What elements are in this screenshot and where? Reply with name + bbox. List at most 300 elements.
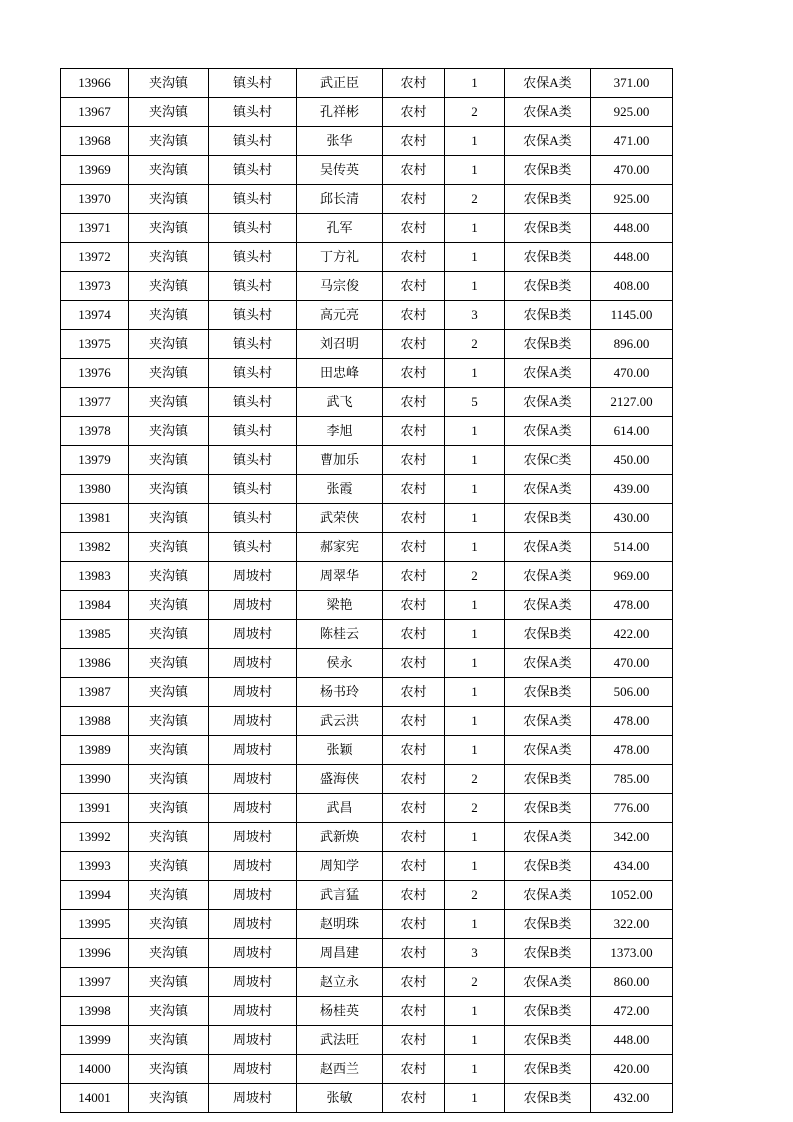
cell-id: 13974: [61, 301, 129, 330]
cell-household_type: 农村: [383, 359, 445, 388]
cell-category: 农保B类: [505, 939, 591, 968]
cell-category: 农保B类: [505, 1084, 591, 1113]
cell-category: 农保A类: [505, 823, 591, 852]
cell-village: 镇头村: [209, 388, 297, 417]
cell-name: 武昌: [297, 794, 383, 823]
cell-name: 田忠峰: [297, 359, 383, 388]
cell-town: 夹沟镇: [129, 417, 209, 446]
cell-persons: 2: [445, 185, 505, 214]
cell-id: 13986: [61, 649, 129, 678]
cell-persons: 2: [445, 98, 505, 127]
cell-category: 农保B类: [505, 504, 591, 533]
cell-village: 镇头村: [209, 185, 297, 214]
cell-name: 吴传英: [297, 156, 383, 185]
cell-household_type: 农村: [383, 997, 445, 1026]
table-row: [61, 678, 673, 707]
cell-household_type: 农村: [383, 533, 445, 562]
cell-name: 赵立永: [297, 968, 383, 997]
cell-id: 13992: [61, 823, 129, 852]
cell-name: 刘召明: [297, 330, 383, 359]
cell-amount: 776.00: [591, 794, 673, 823]
cell-amount: 448.00: [591, 214, 673, 243]
cell-town: 夹沟镇: [129, 997, 209, 1026]
cell-persons: 1: [445, 417, 505, 446]
cell-name: 梁艳: [297, 591, 383, 620]
cell-town: 夹沟镇: [129, 1084, 209, 1113]
cell-town: 夹沟镇: [129, 591, 209, 620]
cell-category: 农保B类: [505, 301, 591, 330]
cell-name: 丁方礼: [297, 243, 383, 272]
cell-village: 周坡村: [209, 591, 297, 620]
cell-amount: 2127.00: [591, 388, 673, 417]
cell-id: 14000: [61, 1055, 129, 1084]
cell-village: 周坡村: [209, 968, 297, 997]
cell-amount: 430.00: [591, 504, 673, 533]
cell-category: 农保B类: [505, 794, 591, 823]
cell-name: 郝家宪: [297, 533, 383, 562]
table-row: [61, 533, 673, 562]
table-row: [61, 504, 673, 533]
cell-id: 13975: [61, 330, 129, 359]
cell-town: 夹沟镇: [129, 214, 209, 243]
table-row: [61, 562, 673, 591]
cell-name: 武荣侠: [297, 504, 383, 533]
cell-name: 陈桂云: [297, 620, 383, 649]
cell-name: 张霞: [297, 475, 383, 504]
cell-id: 13991: [61, 794, 129, 823]
cell-town: 夹沟镇: [129, 823, 209, 852]
cell-persons: 1: [445, 475, 505, 504]
cell-category: 农保A类: [505, 98, 591, 127]
cell-id: 13990: [61, 765, 129, 794]
cell-persons: 1: [445, 446, 505, 475]
cell-village: 镇头村: [209, 272, 297, 301]
cell-id: 13988: [61, 707, 129, 736]
cell-amount: 785.00: [591, 765, 673, 794]
cell-village: 镇头村: [209, 446, 297, 475]
table-row: [61, 243, 673, 272]
cell-village: 镇头村: [209, 417, 297, 446]
cell-category: 农保B类: [505, 214, 591, 243]
cell-household_type: 农村: [383, 475, 445, 504]
table-row: [61, 910, 673, 939]
table-row: [61, 620, 673, 649]
cell-town: 夹沟镇: [129, 359, 209, 388]
cell-town: 夹沟镇: [129, 1055, 209, 1084]
cell-village: 周坡村: [209, 1084, 297, 1113]
table-row: [61, 272, 673, 301]
cell-persons: 1: [445, 678, 505, 707]
cell-name: 武正臣: [297, 69, 383, 98]
cell-village: 镇头村: [209, 533, 297, 562]
cell-household_type: 农村: [383, 388, 445, 417]
cell-amount: 439.00: [591, 475, 673, 504]
cell-town: 夹沟镇: [129, 98, 209, 127]
cell-household_type: 农村: [383, 620, 445, 649]
cell-persons: 1: [445, 533, 505, 562]
table-row: [61, 968, 673, 997]
cell-name: 周知学: [297, 852, 383, 881]
cell-name: 武新焕: [297, 823, 383, 852]
cell-household_type: 农村: [383, 1026, 445, 1055]
cell-amount: 478.00: [591, 707, 673, 736]
cell-name: 周翠华: [297, 562, 383, 591]
cell-town: 夹沟镇: [129, 504, 209, 533]
cell-persons: 1: [445, 69, 505, 98]
cell-category: 农保B类: [505, 330, 591, 359]
cell-category: 农保A类: [505, 533, 591, 562]
cell-household_type: 农村: [383, 823, 445, 852]
cell-village: 周坡村: [209, 678, 297, 707]
cell-persons: 1: [445, 852, 505, 881]
cell-household_type: 农村: [383, 243, 445, 272]
cell-amount: 614.00: [591, 417, 673, 446]
cell-category: 农保B类: [505, 243, 591, 272]
cell-town: 夹沟镇: [129, 910, 209, 939]
table-row: [61, 417, 673, 446]
cell-id: 13976: [61, 359, 129, 388]
cell-amount: 514.00: [591, 533, 673, 562]
cell-household_type: 农村: [383, 736, 445, 765]
cell-town: 夹沟镇: [129, 301, 209, 330]
cell-persons: 1: [445, 1084, 505, 1113]
cell-village: 镇头村: [209, 69, 297, 98]
cell-category: 农保C类: [505, 446, 591, 475]
cell-id: 13999: [61, 1026, 129, 1055]
table-row: [61, 1084, 673, 1113]
cell-persons: 1: [445, 214, 505, 243]
cell-town: 夹沟镇: [129, 1026, 209, 1055]
table-row: [61, 388, 673, 417]
cell-household_type: 农村: [383, 185, 445, 214]
cell-amount: 1052.00: [591, 881, 673, 910]
cell-name: 马宗俊: [297, 272, 383, 301]
cell-town: 夹沟镇: [129, 794, 209, 823]
table-row: [61, 127, 673, 156]
cell-category: 农保A类: [505, 388, 591, 417]
cell-household_type: 农村: [383, 678, 445, 707]
cell-id: 13985: [61, 620, 129, 649]
cell-town: 夹沟镇: [129, 678, 209, 707]
table-row: [61, 69, 673, 98]
cell-name: 武法旺: [297, 1026, 383, 1055]
cell-id: 13998: [61, 997, 129, 1026]
cell-category: 农保B类: [505, 765, 591, 794]
cell-village: 周坡村: [209, 1026, 297, 1055]
cell-name: 武言猛: [297, 881, 383, 910]
table-row: [61, 736, 673, 765]
cell-id: 13980: [61, 475, 129, 504]
cell-name: 曹加乐: [297, 446, 383, 475]
cell-amount: 925.00: [591, 98, 673, 127]
cell-name: 孔祥彬: [297, 98, 383, 127]
cell-category: 农保A类: [505, 968, 591, 997]
cell-category: 农保A类: [505, 69, 591, 98]
table-row: [61, 1055, 673, 1084]
cell-village: 周坡村: [209, 794, 297, 823]
table-row: [61, 794, 673, 823]
cell-amount: 969.00: [591, 562, 673, 591]
cell-category: 农保A类: [505, 707, 591, 736]
cell-category: 农保A类: [505, 475, 591, 504]
cell-category: 农保A类: [505, 736, 591, 765]
cell-amount: 420.00: [591, 1055, 673, 1084]
cell-persons: 1: [445, 910, 505, 939]
cell-id: 13981: [61, 504, 129, 533]
table-row: [61, 707, 673, 736]
cell-village: 周坡村: [209, 649, 297, 678]
cell-household_type: 农村: [383, 98, 445, 127]
cell-persons: 3: [445, 301, 505, 330]
cell-town: 夹沟镇: [129, 475, 209, 504]
cell-amount: 470.00: [591, 649, 673, 678]
cell-category: 农保A类: [505, 562, 591, 591]
cell-amount: 896.00: [591, 330, 673, 359]
cell-amount: 925.00: [591, 185, 673, 214]
cell-name: 张颖: [297, 736, 383, 765]
cell-household_type: 农村: [383, 939, 445, 968]
cell-town: 夹沟镇: [129, 185, 209, 214]
cell-village: 镇头村: [209, 330, 297, 359]
cell-category: 农保B类: [505, 852, 591, 881]
cell-id: 13993: [61, 852, 129, 881]
cell-persons: 1: [445, 707, 505, 736]
cell-id: 13979: [61, 446, 129, 475]
cell-category: 农保A类: [505, 649, 591, 678]
cell-persons: 1: [445, 823, 505, 852]
cell-village: 镇头村: [209, 98, 297, 127]
cell-amount: 371.00: [591, 69, 673, 98]
cell-amount: 506.00: [591, 678, 673, 707]
cell-village: 镇头村: [209, 156, 297, 185]
cell-village: 周坡村: [209, 707, 297, 736]
cell-persons: 2: [445, 765, 505, 794]
table-body: [61, 69, 673, 1113]
cell-town: 夹沟镇: [129, 388, 209, 417]
cell-town: 夹沟镇: [129, 446, 209, 475]
table-row: [61, 997, 673, 1026]
table-row: [61, 98, 673, 127]
cell-household_type: 农村: [383, 562, 445, 591]
cell-amount: 1373.00: [591, 939, 673, 968]
cell-town: 夹沟镇: [129, 765, 209, 794]
cell-household_type: 农村: [383, 765, 445, 794]
cell-village: 周坡村: [209, 997, 297, 1026]
cell-name: 张华: [297, 127, 383, 156]
cell-persons: 2: [445, 881, 505, 910]
cell-amount: 470.00: [591, 359, 673, 388]
cell-id: 13994: [61, 881, 129, 910]
cell-amount: 408.00: [591, 272, 673, 301]
table-row: [61, 185, 673, 214]
cell-household_type: 农村: [383, 707, 445, 736]
cell-village: 周坡村: [209, 765, 297, 794]
cell-town: 夹沟镇: [129, 330, 209, 359]
cell-town: 夹沟镇: [129, 852, 209, 881]
cell-category: 农保B类: [505, 620, 591, 649]
table-row: [61, 475, 673, 504]
cell-village: 周坡村: [209, 939, 297, 968]
cell-id: 13996: [61, 939, 129, 968]
cell-town: 夹沟镇: [129, 968, 209, 997]
cell-name: 赵明珠: [297, 910, 383, 939]
cell-household_type: 农村: [383, 794, 445, 823]
cell-category: 农保A类: [505, 127, 591, 156]
cell-persons: 1: [445, 649, 505, 678]
cell-household_type: 农村: [383, 1084, 445, 1113]
table-row: [61, 330, 673, 359]
table-row: [61, 301, 673, 330]
cell-persons: 1: [445, 272, 505, 301]
cell-village: 周坡村: [209, 852, 297, 881]
cell-id: 13982: [61, 533, 129, 562]
cell-amount: 448.00: [591, 1026, 673, 1055]
cell-name: 武云洪: [297, 707, 383, 736]
cell-persons: 2: [445, 330, 505, 359]
cell-amount: 472.00: [591, 997, 673, 1026]
cell-name: 杨桂英: [297, 997, 383, 1026]
cell-town: 夹沟镇: [129, 707, 209, 736]
cell-town: 夹沟镇: [129, 620, 209, 649]
cell-persons: 1: [445, 127, 505, 156]
cell-category: 农保A类: [505, 881, 591, 910]
table-row: [61, 939, 673, 968]
cell-persons: 2: [445, 562, 505, 591]
cell-household_type: 农村: [383, 881, 445, 910]
cell-name: 赵西兰: [297, 1055, 383, 1084]
cell-persons: 1: [445, 243, 505, 272]
table-row: [61, 591, 673, 620]
cell-name: 孔军: [297, 214, 383, 243]
cell-town: 夹沟镇: [129, 736, 209, 765]
cell-amount: 448.00: [591, 243, 673, 272]
cell-village: 周坡村: [209, 620, 297, 649]
cell-persons: 1: [445, 359, 505, 388]
subsidy-table: [60, 68, 673, 1113]
cell-id: 13983: [61, 562, 129, 591]
cell-id: 14001: [61, 1084, 129, 1113]
cell-persons: 3: [445, 939, 505, 968]
cell-category: 农保A类: [505, 359, 591, 388]
cell-persons: 1: [445, 620, 505, 649]
cell-name: 邱长清: [297, 185, 383, 214]
cell-town: 夹沟镇: [129, 533, 209, 562]
cell-town: 夹沟镇: [129, 127, 209, 156]
cell-village: 周坡村: [209, 736, 297, 765]
cell-household_type: 农村: [383, 852, 445, 881]
table-row: [61, 156, 673, 185]
cell-amount: 432.00: [591, 1084, 673, 1113]
cell-id: 13972: [61, 243, 129, 272]
cell-village: 周坡村: [209, 1055, 297, 1084]
cell-village: 镇头村: [209, 504, 297, 533]
cell-name: 杨书玲: [297, 678, 383, 707]
cell-persons: 1: [445, 591, 505, 620]
table-row: [61, 359, 673, 388]
cell-name: 张敏: [297, 1084, 383, 1113]
table-row: [61, 765, 673, 794]
cell-household_type: 农村: [383, 446, 445, 475]
cell-amount: 470.00: [591, 156, 673, 185]
cell-village: 周坡村: [209, 562, 297, 591]
cell-persons: 1: [445, 1055, 505, 1084]
cell-amount: 471.00: [591, 127, 673, 156]
cell-household_type: 农村: [383, 910, 445, 939]
cell-town: 夹沟镇: [129, 881, 209, 910]
cell-village: 周坡村: [209, 910, 297, 939]
cell-village: 镇头村: [209, 475, 297, 504]
cell-persons: 1: [445, 997, 505, 1026]
cell-name: 侯永: [297, 649, 383, 678]
cell-town: 夹沟镇: [129, 69, 209, 98]
cell-household_type: 农村: [383, 214, 445, 243]
cell-village: 镇头村: [209, 359, 297, 388]
cell-village: 周坡村: [209, 823, 297, 852]
cell-id: 13989: [61, 736, 129, 765]
cell-amount: 478.00: [591, 591, 673, 620]
cell-town: 夹沟镇: [129, 562, 209, 591]
cell-id: 13984: [61, 591, 129, 620]
cell-household_type: 农村: [383, 649, 445, 678]
cell-household_type: 农村: [383, 301, 445, 330]
cell-amount: 342.00: [591, 823, 673, 852]
table-row: [61, 852, 673, 881]
cell-household_type: 农村: [383, 69, 445, 98]
cell-persons: 1: [445, 504, 505, 533]
cell-name: 周昌建: [297, 939, 383, 968]
cell-town: 夹沟镇: [129, 939, 209, 968]
cell-category: 农保B类: [505, 1026, 591, 1055]
cell-persons: 1: [445, 736, 505, 765]
cell-village: 周坡村: [209, 881, 297, 910]
cell-household_type: 农村: [383, 272, 445, 301]
cell-town: 夹沟镇: [129, 649, 209, 678]
cell-category: 农保B类: [505, 1055, 591, 1084]
cell-amount: 478.00: [591, 736, 673, 765]
cell-category: 农保B类: [505, 910, 591, 939]
cell-household_type: 农村: [383, 504, 445, 533]
cell-town: 夹沟镇: [129, 243, 209, 272]
cell-category: 农保A类: [505, 417, 591, 446]
cell-id: 13978: [61, 417, 129, 446]
cell-persons: 1: [445, 1026, 505, 1055]
cell-id: 13987: [61, 678, 129, 707]
cell-household_type: 农村: [383, 417, 445, 446]
cell-name: 高元亮: [297, 301, 383, 330]
cell-town: 夹沟镇: [129, 156, 209, 185]
cell-id: 13997: [61, 968, 129, 997]
cell-amount: 322.00: [591, 910, 673, 939]
cell-id: 13966: [61, 69, 129, 98]
cell-amount: 450.00: [591, 446, 673, 475]
cell-category: 农保B类: [505, 678, 591, 707]
cell-amount: 860.00: [591, 968, 673, 997]
cell-id: 13970: [61, 185, 129, 214]
cell-village: 镇头村: [209, 301, 297, 330]
cell-village: 镇头村: [209, 214, 297, 243]
cell-household_type: 农村: [383, 591, 445, 620]
cell-category: 农保B类: [505, 185, 591, 214]
cell-town: 夹沟镇: [129, 272, 209, 301]
cell-amount: 434.00: [591, 852, 673, 881]
cell-id: 13971: [61, 214, 129, 243]
cell-persons: 1: [445, 156, 505, 185]
cell-household_type: 农村: [383, 127, 445, 156]
table-row: [61, 1026, 673, 1055]
cell-amount: 1145.00: [591, 301, 673, 330]
cell-id: 13973: [61, 272, 129, 301]
cell-category: 农保B类: [505, 997, 591, 1026]
